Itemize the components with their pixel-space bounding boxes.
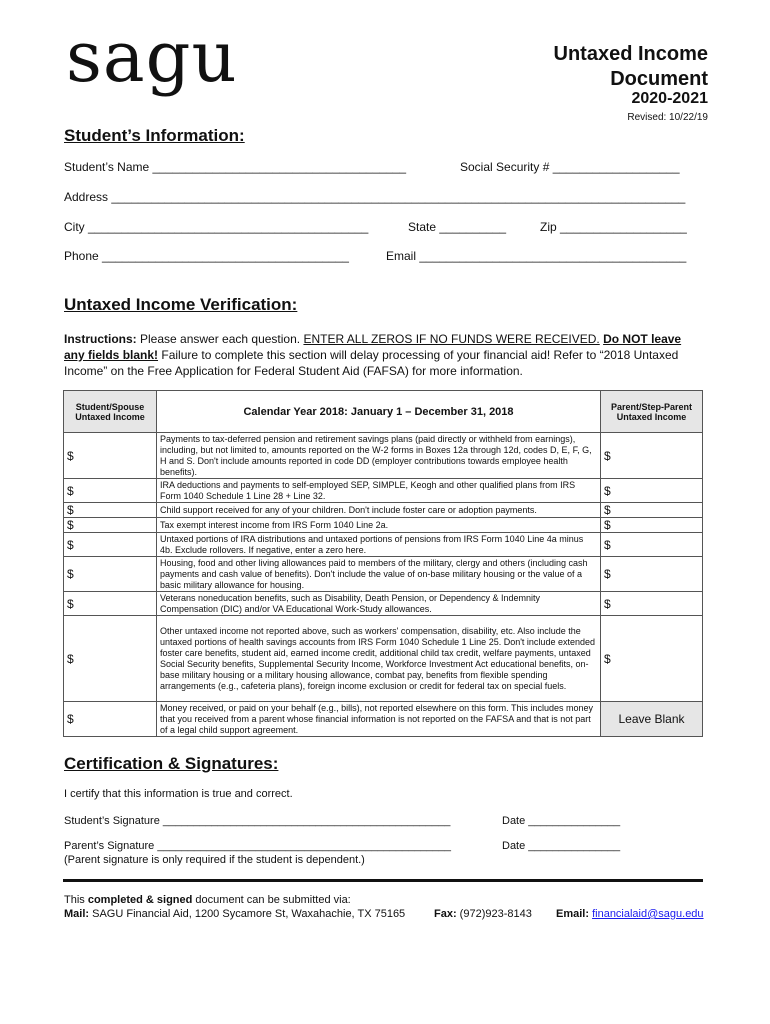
instructions-caps: ENTER ALL ZEROS IF NO FUNDS WERE RECEIVED. bbox=[303, 332, 600, 346]
table-row bbox=[64, 533, 703, 557]
revised-date: Revised: 10/22/19 bbox=[627, 112, 708, 123]
student-amount-field[interactable]: $ bbox=[64, 433, 157, 479]
phone-field[interactable]: Phone _____________________________________ bbox=[64, 249, 349, 263]
row-description: Tax exempt interest income from IRS Form 1040 Line 2a. bbox=[157, 518, 601, 533]
student-amount-field[interactable]: $ bbox=[64, 503, 157, 518]
parent-amount-field[interactable]: $ bbox=[601, 533, 703, 557]
academic-year: 2020-2021 bbox=[631, 90, 708, 107]
student-amount-field[interactable]: $ bbox=[64, 557, 157, 592]
table-row bbox=[64, 503, 703, 518]
student-info-heading: Student’s Information: bbox=[64, 126, 245, 145]
parent-amount-field[interactable]: $ bbox=[601, 616, 703, 702]
student-name-field[interactable]: Student’s Name ______________________________________ bbox=[64, 160, 407, 174]
parent-amount-field[interactable]: $ bbox=[601, 433, 703, 479]
certification-statement: I certify that this information is true and correct. bbox=[64, 788, 293, 800]
verification-heading: Untaxed Income Verification: bbox=[64, 295, 298, 314]
zip-field[interactable]: Zip ___________________ bbox=[540, 220, 687, 234]
table-row bbox=[64, 433, 703, 479]
row-description: Other untaxed income not reported above, such as workers' compensation, disability, etc. Also include the untaxed portions of health savings accounts from IRS Form 1040 Schedule 1 Line 25. Don't include extended foster care benefits, student aid, earned income credit, additional child tax credit, welfare payments, untaxed Social Security benefits, Supplemental Security Income, Workforce Investment Act educational benefits, on-base military housing or a military housing allowance, combat pay, benefits from flexible spending arrangements (e.g., cafeteria plans), foreign income exclusion or credit for federal tax on special fuels. bbox=[157, 616, 601, 702]
email-link[interactable]: financialaid@sagu.edu bbox=[592, 908, 704, 920]
fax-label: Fax: bbox=[434, 908, 457, 920]
email-field[interactable]: Email ________________________________________ bbox=[386, 249, 687, 263]
state-field[interactable]: State __________ bbox=[408, 220, 507, 234]
table-row bbox=[64, 479, 703, 503]
student-signature-field[interactable]: Student’s Signature _______________________________________________ bbox=[64, 815, 451, 827]
col-calendar-year: Calendar Year 2018: January 1 – December 31, 2018 bbox=[157, 391, 601, 433]
student-amount-field[interactable]: $ bbox=[64, 479, 157, 503]
row-description: Housing, food and other living allowances paid to members of the military, clergy and others (including cash payments and cash value of benefits). Don't include the value of on-base military housing or the value of a basic military allowance for housing. bbox=[157, 557, 601, 592]
row-description: IRA deductions and payments to self-employed SEP, SIMPLE, Keogh and other qualified plans from IRS Form 1040 Schedule 1 Line 28 + Line 32. bbox=[157, 479, 601, 503]
parent-signature-field[interactable]: Parent’s Signature ________________________________________________ bbox=[64, 840, 452, 852]
student-amount-field[interactable]: $ bbox=[64, 592, 157, 616]
row-description: Money received, or paid on your behalf (e.g., bills), not reported elsewhere on this form. This includes money that you received from a parent whose financial information is not reported on the FAFSA and that is not part of a legal child support agreement. bbox=[157, 702, 601, 737]
student-date-field[interactable]: Date _______________ bbox=[502, 815, 621, 827]
fax-number: (972)923-8143 bbox=[456, 908, 532, 920]
email-label: Email: bbox=[556, 908, 590, 920]
document-title bbox=[554, 42, 708, 92]
title-line-2: Document bbox=[610, 68, 708, 90]
student-amount-field[interactable]: $ bbox=[64, 518, 157, 533]
mail-info bbox=[64, 908, 405, 920]
parent-amount-field[interactable]: $ bbox=[601, 592, 703, 616]
student-amount-field[interactable]: $ bbox=[64, 616, 157, 702]
table-row bbox=[64, 557, 703, 592]
fax-info bbox=[434, 908, 532, 920]
table-row bbox=[64, 616, 703, 702]
table-row bbox=[64, 702, 703, 737]
title-line-1: Untaxed Income bbox=[553, 43, 708, 65]
row-description: Untaxed portions of IRA distributions and untaxed portions of pensions from IRS Form 1040 Line 4a minus 4b. Exclude rollovers. If negative, enter a zero here. bbox=[157, 533, 601, 557]
instructions-text-1: Please answer each question. bbox=[136, 332, 304, 346]
row-description: Veterans noneducation benefits, such as Disability, Death Pension, or Dependency & Indemnity Compensation (DIC) and/or VA Educational Work-Study allowances. bbox=[157, 592, 601, 616]
instructions-text-2: Failure to complete this section will delay processing of your financial aid! Refer to “2018 Untaxed Income” on the Free Application for Federal Student Aid (FAFSA) for more information. bbox=[64, 348, 679, 378]
col-parent: Parent/Step-Parent Untaxed Income bbox=[601, 391, 703, 433]
table-row bbox=[64, 518, 703, 533]
parent-amount-field[interactable]: $ bbox=[601, 557, 703, 592]
table-row bbox=[64, 592, 703, 616]
certification-heading: Certification & Signatures: bbox=[64, 754, 279, 773]
parent-date-field[interactable]: Date _______________ bbox=[502, 840, 621, 852]
city-field[interactable]: City __________________________________________ bbox=[64, 220, 369, 234]
parent-amount-field[interactable]: $ bbox=[601, 518, 703, 533]
submission-text-b: document can be submitted via: bbox=[192, 894, 351, 906]
mail-label: Mail: bbox=[64, 908, 90, 920]
student-amount-field[interactable]: $ bbox=[64, 702, 157, 737]
submission-bold: completed & signed bbox=[87, 894, 193, 906]
submission-note bbox=[64, 894, 351, 906]
instructions-label: Instructions: bbox=[64, 332, 137, 346]
mail-address: SAGU Financial Aid, 1200 Sycamore St, Waxahachie, TX 75165 bbox=[89, 908, 406, 920]
parent-amount-field[interactable]: $ bbox=[601, 479, 703, 503]
col-student-spouse: Student/Spouse Untaxed Income bbox=[64, 391, 157, 433]
row-description: Payments to tax-deferred pension and retirement savings plans (paid directly or withheld from earnings), including, but not limited to, amounts reported on the W-2 forms in Boxes 12a through 12d, codes D, E, F, G, H and S. Don't include amounts reported in code DD (employer contributions towards employee health benefits). bbox=[157, 433, 601, 479]
table-header-row bbox=[64, 391, 703, 433]
divider-rule bbox=[63, 879, 703, 882]
row-description: Child support received for any of your children. Don't include foster care or adoption payments. bbox=[157, 503, 601, 518]
instructions-warning: Do NOT leave any fields blank! bbox=[64, 332, 682, 362]
instructions bbox=[64, 331, 704, 379]
student-amount-field[interactable]: $ bbox=[64, 533, 157, 557]
untaxed-income-table bbox=[63, 390, 703, 737]
submission-text-a: This bbox=[64, 894, 88, 906]
sagu-logo: sagu bbox=[66, 16, 238, 98]
email-info bbox=[556, 908, 704, 920]
parent-signature-note: (Parent signature is only required if the student is dependent.) bbox=[64, 854, 365, 866]
leave-blank-cell: Leave Blank bbox=[601, 702, 703, 737]
parent-amount-field[interactable]: $ bbox=[601, 503, 703, 518]
address-field[interactable]: Address ______________________________________________________________________________________ bbox=[64, 190, 686, 204]
ssn-field[interactable]: Social Security # ___________________ bbox=[460, 160, 680, 174]
